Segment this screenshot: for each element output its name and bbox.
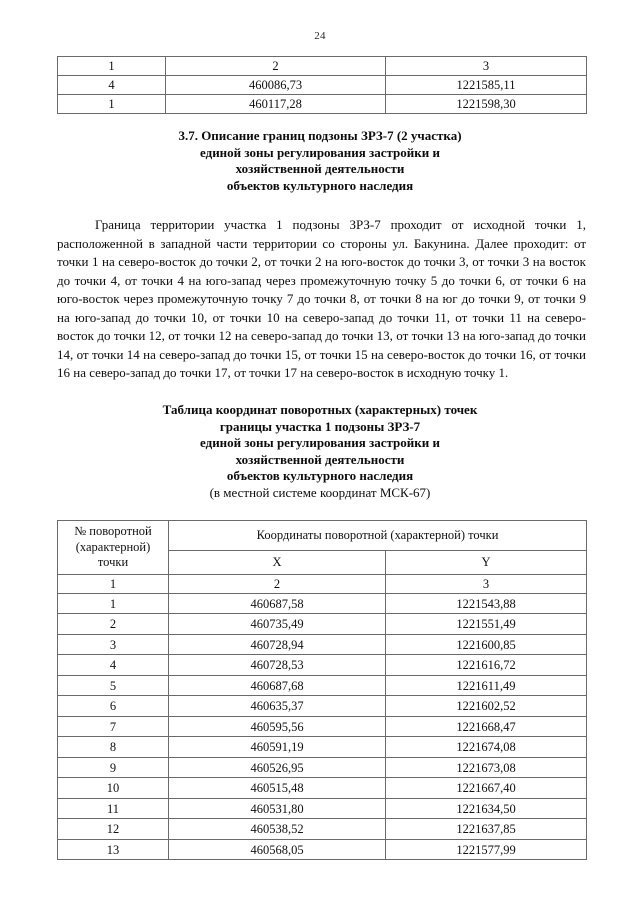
table-row xyxy=(58,634,587,655)
main-table-cell-x-value: 460735,49 xyxy=(169,614,386,635)
main-table-colnum-x-value: 2 xyxy=(169,574,386,593)
main-table-cell-x-value: 460728,53 xyxy=(169,655,386,676)
table-row xyxy=(58,655,587,676)
main-table-cell-y-value: 1221543,88 xyxy=(386,593,587,614)
table-row-column-numbers xyxy=(58,57,587,76)
heading-2-subtitle: (в местной системе координат МСК-67) xyxy=(209,484,431,500)
table-row xyxy=(58,798,587,819)
main-table-cell-x-value: 460515,48 xyxy=(169,778,386,799)
top-table-cell-y-value: 1221598,30 xyxy=(386,95,587,114)
header-point-number-line-1: № поворотной xyxy=(74,524,152,538)
main-table-cell-y-value: 1221600,85 xyxy=(386,634,587,655)
table-title-heading xyxy=(0,402,640,501)
main-table-cell-point-number: 12 xyxy=(58,819,169,840)
table-row xyxy=(58,819,587,840)
main-table-cell-y-value: 1221674,08 xyxy=(386,737,587,758)
header-point-number-line-2: (характерной) xyxy=(75,539,151,554)
table-row xyxy=(58,593,587,614)
table-row xyxy=(58,696,587,717)
heading-2-line-3: единой зоны регулирования застройки и xyxy=(200,435,440,450)
top-table-colnum-point-number: 1 xyxy=(58,57,166,76)
main-table-cell-point-number: 6 xyxy=(58,696,169,717)
table-row xyxy=(58,675,587,696)
heading-1-line-3: хозяйственной деятельности xyxy=(235,161,405,176)
continued-coordinate-table xyxy=(57,56,587,114)
main-table-cell-y-value: 1221667,40 xyxy=(386,778,587,799)
top-table-cell-x-value: 460086,73 xyxy=(166,76,386,95)
main-table-cell-y-value: 1221616,72 xyxy=(386,655,587,676)
header-point-number-line-3: точки xyxy=(97,555,129,570)
header-point-number xyxy=(58,521,169,575)
main-table-cell-y-value: 1221551,49 xyxy=(386,614,587,635)
main-table-cell-x-value: 460568,05 xyxy=(169,839,386,860)
top-table-cell-point-number: 1 xyxy=(58,95,166,114)
coordinate-table-zrz7-plot1 xyxy=(57,520,587,860)
main-table-cell-point-number: 8 xyxy=(58,737,169,758)
heading-2-line-2: границы участка 1 подзоны ЗРЗ-7 xyxy=(219,418,421,434)
table-row xyxy=(58,614,587,635)
main-table-cell-y-value: 1221577,99 xyxy=(386,839,587,860)
heading-1-line-4: объектов культурного наследия xyxy=(226,177,414,193)
table-row xyxy=(58,839,587,860)
main-table-cell-y-value: 1221611,49 xyxy=(386,675,587,696)
table-row xyxy=(58,778,587,799)
main-table-cell-point-number: 7 xyxy=(58,716,169,737)
header-y: Y xyxy=(386,550,587,574)
heading-2-line-1: Таблица координат поворотных (характерных) точек xyxy=(162,402,478,417)
heading-1-line-2: единой зоны регулирования застройки и xyxy=(200,144,440,160)
top-table-cell-x-value: 460117,28 xyxy=(166,95,386,114)
header-x: X xyxy=(169,550,386,574)
main-table-cell-point-number: 10 xyxy=(58,778,169,799)
table-row xyxy=(58,737,587,758)
top-table-colnum-y-value: 3 xyxy=(386,57,587,76)
main-table-cell-x-value: 460635,37 xyxy=(169,696,386,717)
main-table-cell-x-value: 460531,80 xyxy=(169,798,386,819)
main-table-cell-y-value: 1221637,85 xyxy=(386,819,587,840)
main-table-colnum-y-value: 3 xyxy=(386,574,587,593)
page-number: 24 xyxy=(314,30,326,42)
heading-2-line-5: объектов культурного наследия xyxy=(226,468,414,483)
top-table-colnum-x-value: 2 xyxy=(166,57,386,76)
header-coordinates-group: Координаты поворотной (характерной) точки xyxy=(169,521,587,551)
main-table-colnum-point-number: 1 xyxy=(58,574,169,593)
table-row xyxy=(58,95,587,114)
main-table-cell-x-value: 460526,95 xyxy=(169,757,386,778)
main-table-cell-x-value: 460728,94 xyxy=(169,634,386,655)
boundary-description-paragraph: Граница территории участка 1 подзоны ЗРЗ-7 проходит от исходной точки 1, расположенной в западной части территории со стороны ул. Бакунина. Далее проходит: от точки 1 на северо-восток до точки 2, от точки 2 на юго-восток до точки 3, от точки 3 на восток до точки 4, от точки 4 на юго-запад через промежуточную точку 5 до точки 6, от точки 6 на юго-восток через промежуточную точку 7 до точки 8, от точки 8 на юг до точки 9, от точки 9 на юго-запад до точки 10, от точки 10 на северо-запад до точки 11, от точки 11 на северо-восток до точки 12, от точки 12 на северо-запад до точки 13, от точки 13 на юго-запад до точки 14, от точки 14 на северо-запад до точки 15, от точки 15 на северо-восток до точки 16, от точки 16 на северо-запад до точки 17, от точки 17 на северо-восток в исходную точку 1. xyxy=(57,217,586,380)
heading-2-line-4: хозяйственной деятельности xyxy=(235,451,405,467)
table-header-row-main xyxy=(58,521,587,551)
table-row xyxy=(58,716,587,737)
main-table-cell-point-number: 11 xyxy=(58,798,169,819)
main-table-cell-point-number: 9 xyxy=(58,757,169,778)
main-table-cell-x-value: 460591,19 xyxy=(169,737,386,758)
main-table-cell-y-value: 1221673,08 xyxy=(386,757,587,778)
main-table-cell-point-number: 2 xyxy=(58,614,169,635)
main-table-cell-point-number: 4 xyxy=(58,655,169,676)
top-table-cell-y-value: 1221585,11 xyxy=(386,76,587,95)
top-table-cell-point-number: 4 xyxy=(58,76,166,95)
table-row-column-numbers xyxy=(58,574,587,593)
table-row xyxy=(58,757,587,778)
main-table-cell-x-value: 460595,56 xyxy=(169,716,386,737)
main-table-cell-x-value: 460687,58 xyxy=(169,593,386,614)
main-table-cell-x-value: 460538,52 xyxy=(169,819,386,840)
main-table-cell-y-value: 1221634,50 xyxy=(386,798,587,819)
main-table-cell-point-number: 1 xyxy=(58,593,169,614)
main-table-cell-y-value: 1221668,47 xyxy=(386,716,587,737)
main-table-cell-x-value: 460687,68 xyxy=(169,675,386,696)
main-table-cell-y-value: 1221602,52 xyxy=(386,696,587,717)
section-heading-3-7 xyxy=(0,128,640,194)
main-table-cell-point-number: 5 xyxy=(58,675,169,696)
table-row xyxy=(58,76,587,95)
main-table-cell-point-number: 3 xyxy=(58,634,169,655)
heading-1-line-1: 3.7. Описание границ подзоны ЗРЗ-7 (2 участка) xyxy=(178,128,462,143)
main-table-cell-point-number: 13 xyxy=(58,839,169,860)
